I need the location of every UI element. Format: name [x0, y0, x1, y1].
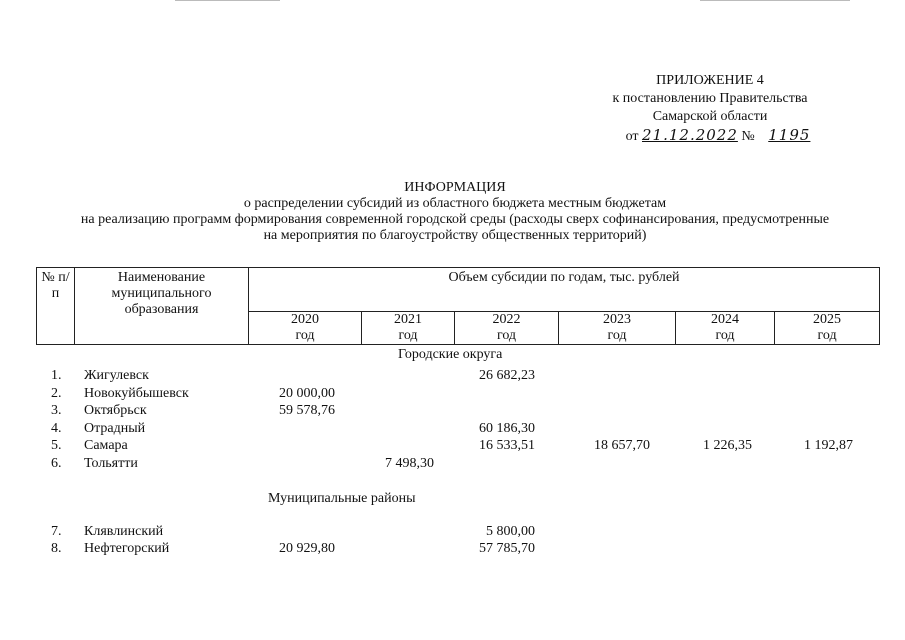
- appendix-title: ПРИЛОЖЕНИЕ 4: [656, 73, 764, 88]
- municipality-name: Новокуйбышевск: [84, 386, 189, 401]
- title-line-3: на мероприятия по благоустройству общественных территорий): [263, 228, 647, 243]
- table-row: [0, 368, 905, 385]
- header-num: № п/п: [37, 268, 75, 345]
- municipality-name: Жигулевск: [84, 368, 149, 383]
- header-year-2022: [455, 312, 559, 345]
- appendix-date-line: [590, 126, 860, 146]
- municipality-name: Тольятти: [84, 456, 138, 471]
- row-number: 5.: [51, 438, 62, 453]
- subsidy-value-y2025: 1 192,87: [804, 438, 853, 453]
- subsidy-value-y2022: 5 800,00: [486, 524, 535, 539]
- document-title-block: [0, 180, 905, 244]
- header-year-2021: [362, 312, 455, 345]
- table-row: [0, 403, 905, 420]
- table-row: [0, 421, 905, 438]
- year-number: 2021: [394, 312, 422, 327]
- header-year-2025: [775, 312, 880, 345]
- table-row: [0, 438, 905, 455]
- year-word: год: [715, 328, 735, 343]
- number-value: 1195: [768, 126, 811, 144]
- year-number: 2020: [291, 312, 319, 327]
- subsidy-value-y2020: 20 000,00: [279, 386, 335, 401]
- title-line-1: о распределении субсидий из областного бюджета местным бюджетам: [243, 196, 667, 211]
- table-row: [0, 386, 905, 403]
- row-number: 7.: [51, 524, 62, 539]
- municipality-name: Октябрьск: [84, 403, 147, 418]
- year-number: 2022: [492, 312, 521, 327]
- subsidy-value-y2022: 16 533,51: [479, 438, 535, 453]
- subsidy-value-y2023: 18 657,70: [594, 438, 650, 453]
- municipality-name: Нефтегорский: [84, 541, 170, 556]
- scan-artifact-line: [700, 0, 850, 1]
- section-title-city-districts: Городские округа: [398, 347, 503, 362]
- appendix-resolution: к постановлению Правительства: [612, 91, 808, 106]
- section-title-municipal-districts: Муниципальные районы: [268, 491, 416, 506]
- year-number: 2025: [813, 312, 842, 327]
- subsidy-value-y2022: 26 682,23: [479, 368, 535, 383]
- year-number: 2024: [711, 312, 739, 327]
- number-prefix: №: [741, 129, 755, 144]
- subsidy-value-y2022: 57 785,70: [479, 541, 535, 556]
- year-word: год: [398, 328, 418, 343]
- year-word: год: [607, 328, 627, 343]
- table-header: [36, 267, 880, 345]
- row-number: 3.: [51, 403, 62, 418]
- municipality-name: Клявлинский: [84, 524, 164, 539]
- appendix-block: [560, 72, 860, 146]
- row-number: 8.: [51, 541, 62, 556]
- row-number: 1.: [51, 368, 62, 383]
- row-number: 2.: [51, 386, 62, 401]
- subsidy-value-y2021: 7 498,30: [385, 456, 434, 471]
- date-value: 21.12.2022: [642, 126, 738, 144]
- subsidy-value-y2024: 1 226,35: [703, 438, 752, 453]
- municipality-name: Отрадный: [84, 421, 146, 436]
- table-row: [0, 524, 905, 541]
- row-number: 4.: [51, 421, 62, 436]
- header-volume: Объем субсидии по годам, тыс. рублей: [249, 268, 880, 312]
- year-number: 2023: [603, 312, 631, 327]
- table-row: [0, 456, 905, 473]
- row-number: 6.: [51, 456, 62, 471]
- year-word: год: [817, 328, 837, 343]
- table-row: [0, 541, 905, 558]
- header-name: Наименование муниципального образования: [75, 268, 249, 345]
- subsidy-value-y2020: 20 929,80: [279, 541, 335, 556]
- year-word: год: [295, 328, 315, 343]
- title-line-2: на реализацию программ формирования современной городской среды (расходы сверх софинансирования, предусмотренные: [80, 212, 830, 227]
- document-heading: ИНФОРМАЦИЯ: [404, 180, 506, 195]
- municipality-name: Самара: [84, 438, 128, 453]
- year-word: год: [496, 328, 517, 343]
- appendix-region: Самарской области: [652, 109, 768, 124]
- header-year-2024: [676, 312, 775, 345]
- date-prefix: от: [625, 129, 639, 144]
- header-year-2020: [249, 312, 362, 345]
- header-year-2023: [559, 312, 676, 345]
- scan-artifact-line: [175, 0, 280, 1]
- subsidy-value-y2020: 59 578,76: [279, 403, 335, 418]
- subsidy-value-y2022: 60 186,30: [479, 421, 535, 436]
